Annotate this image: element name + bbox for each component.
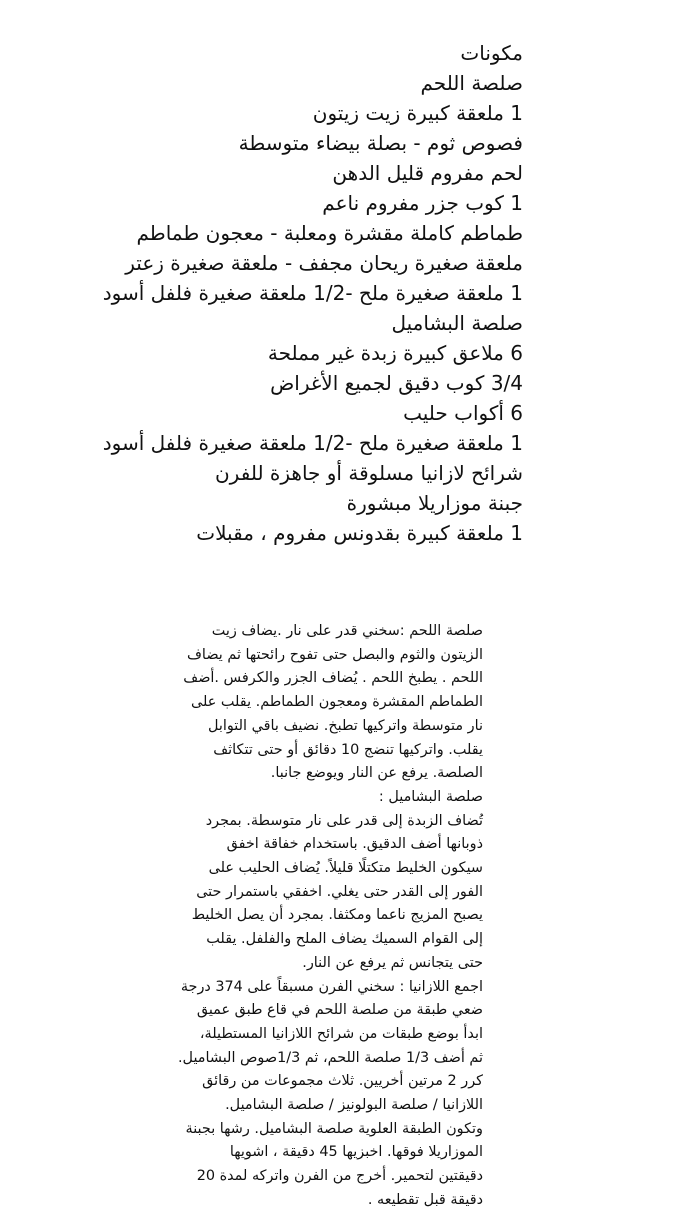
- ingredient-line: 6 أكواب حليب: [403, 401, 523, 425]
- ingredients-section: [103, 38, 523, 548]
- method-line: كرر 2 مرتين أخريين. ثلاث مجموعات من رقائق: [202, 1073, 483, 1090]
- method-line: دقيقة قبل تقطيعه .: [367, 1191, 483, 1208]
- ingredient-line: 3/4 كوب دقيق لجميع الأغراض: [270, 371, 523, 395]
- ingredient-line: 1 ملعقة كبيرة بقدونس مفروم ، مقبلات: [196, 521, 523, 545]
- method-line: الزيتون والثوم والبصل حتى تفوح رائحتها ثم يضاف: [187, 646, 483, 663]
- ingredient-line: طماطم كاملة مقشرة ومعلبة - معجون طماطم: [136, 221, 523, 245]
- method-line: وتكون الطبقة العلوية صلصة البشاميل. رشها بجبنة: [185, 1120, 483, 1137]
- method-line: يقلب. واتركيها تنضج 10 دقائق أو حتى تتكاثف: [213, 741, 483, 758]
- method-line: الفور إلى القدر حتى يغلي. اخفقي باستمرار حتى: [196, 883, 483, 900]
- method-line: حتى يتجانس ثم يرفع عن النار.: [302, 954, 483, 971]
- ingredients-heading: مكونات: [460, 41, 523, 65]
- ingredient-line: صلصة البشاميل: [391, 311, 523, 335]
- method-line: دقيقتين لتحمير. أخرج من الفرن واتركه لمدة 20: [196, 1168, 483, 1185]
- method-line: ضعي طبقة من صلصة اللحم في قاع طبق عميق: [196, 1002, 483, 1019]
- method-line: يصبح المزيج ناعما ومكثفا. بمجرد أن يصل الخليط: [191, 907, 483, 924]
- ingredient-line: 1 ملعقة صغيرة ملح -1/2 ملعقة صغيرة فلفل أسود: [102, 431, 523, 455]
- ingredient-list: [103, 68, 523, 548]
- ingredient-line: فصوص ثوم - بصلة بيضاء متوسطة: [238, 131, 523, 155]
- method-line: اللحم . يطبخ اللحم . يُضاف الجزر والكرفس .أضف: [183, 670, 483, 687]
- method-line: تُضاف الزبدة إلى قدر على نار متوسطة. بمجرد: [205, 812, 483, 829]
- method-text: [177, 620, 483, 1213]
- ingredient-line: 1 ملعقة صغيرة ملح -1/2 ملعقة صغيرة فلفل أسود: [102, 281, 523, 305]
- ingredient-line: 1 كوب جزر مفروم ناعم: [322, 191, 523, 215]
- ingredient-line: شرائح لازانيا مسلوقة أو جاهزة للفرن: [214, 461, 523, 485]
- method-line: سيكون الخليط متكتلًا قليلاً. يُضاف الحليب على: [208, 860, 483, 877]
- method-line: اجمع اللازانيا : سخني الفرن مسبقاً على 374 درجة: [180, 978, 483, 995]
- method-line: ابدأ بوضع طبقات من شرائح اللازانيا المستطيلة،: [199, 1025, 483, 1042]
- ingredient-line: 1 ملعقة كبيرة زيت زيتون: [312, 101, 523, 125]
- method-line: الصلصة. يرفع عن النار ويوضع جانبا.: [270, 765, 483, 782]
- ingredient-line: 6 ملاعق كبيرة زبدة غير مملحة: [267, 341, 523, 365]
- method-line: صلصة اللحم :سخني قدر على نار .يضاف زيت: [211, 623, 483, 639]
- method-line: إلى القوام السميك يضاف الملح والفلفل. يقلب: [206, 931, 483, 948]
- ingredient-line: لحم مفروم قليل الدهن: [332, 161, 523, 185]
- method-line: نار متوسطة واتركيها تطبخ. نضيف باقي التوابل: [207, 717, 483, 734]
- ingredient-line: جبنة موزاريلا مبشورة: [346, 491, 523, 515]
- method-line: ذوبانها أضف الدقيق. باستخدام خفاقة اخفق: [226, 836, 483, 853]
- method-line: الموزاريلا فوقها. اخبزيها 45 دقيقة ، اشويها: [229, 1144, 483, 1161]
- method-line: الطماطم المقشرة ومعجون الطماطم. يقلب على: [190, 694, 483, 711]
- ingredient-line: ملعقة صغيرة ريحان مجفف - ملعقة صغيرة زعتر: [125, 251, 523, 275]
- method-line: اللازانيا / صلصة البولونيز / صلصة البشاميل.: [225, 1097, 483, 1114]
- method-section: [177, 620, 483, 1213]
- ingredient-line: صلصة اللحم: [420, 71, 523, 95]
- method-line: صلصة البشاميل :: [378, 788, 483, 805]
- method-line: ثم أضف 1/3 صلصة اللحم، ثم 1/3صوص البشاميل.: [177, 1049, 483, 1066]
